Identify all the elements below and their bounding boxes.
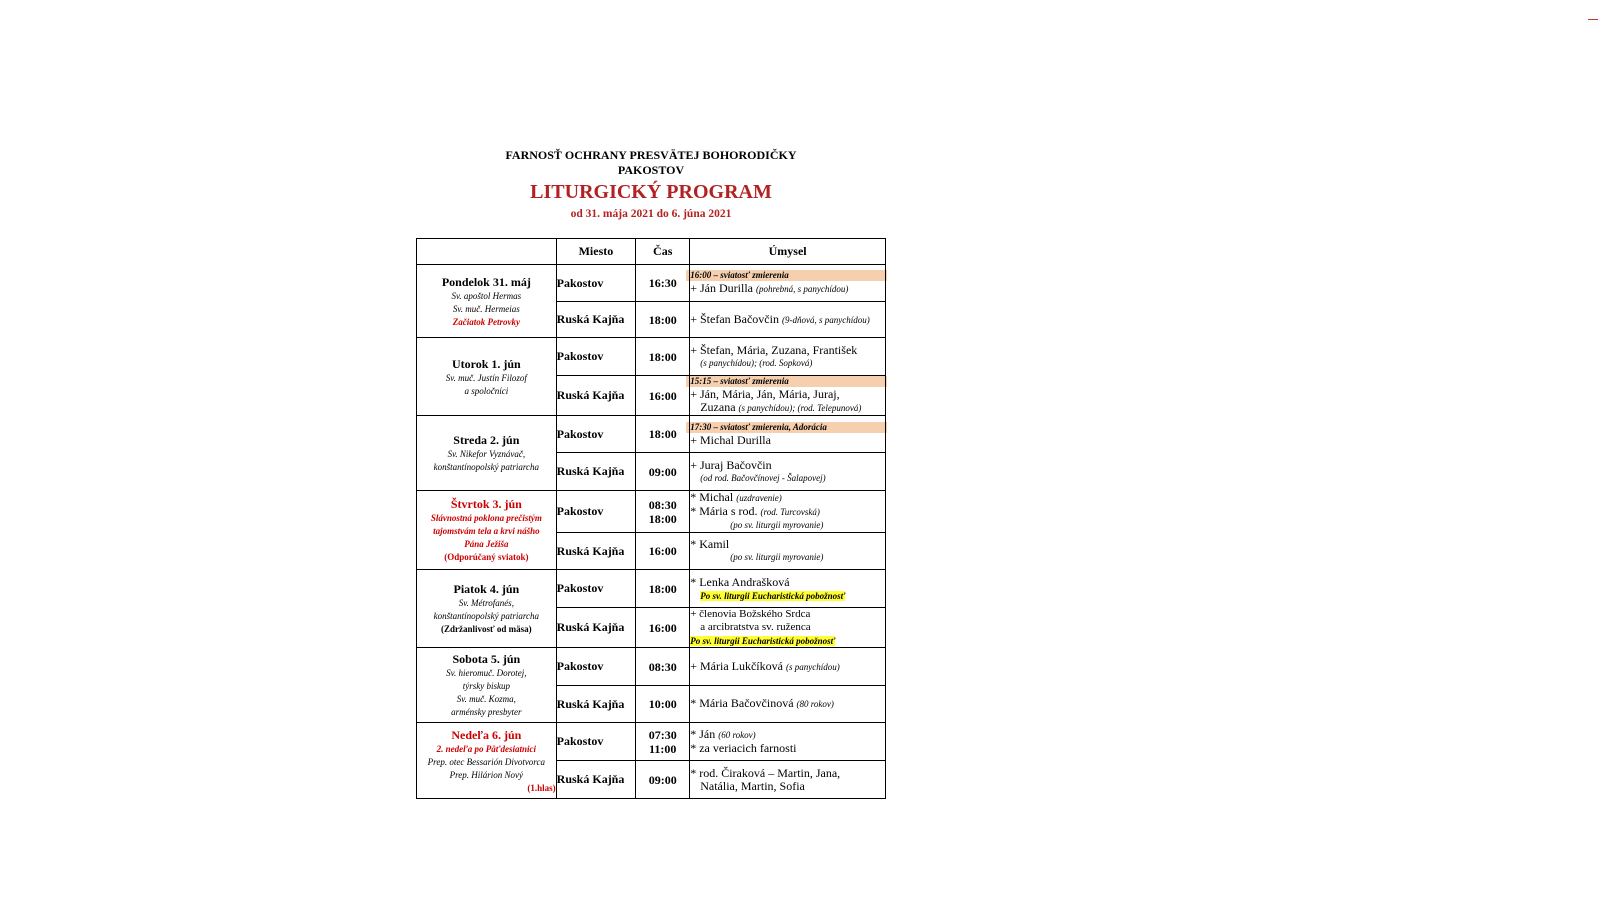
- time-cell: 09:00: [636, 453, 690, 491]
- col-header-intention: Úmysel: [690, 239, 886, 265]
- day-cell: [417, 570, 557, 648]
- devotion-note: Po sv. liturgii Eucharistická pobožnosť: [700, 590, 846, 601]
- day-fasting: (Zdržanlivosť od mäsa): [440, 624, 532, 634]
- time-cell: 18:00: [636, 302, 690, 338]
- day-feast: 2. nedeľa po Päťdesiatnici: [436, 743, 537, 754]
- intention-note: (od rod. Bačovčínovej - Šalapovej): [700, 472, 826, 483]
- intention-text: Zuzana: [700, 400, 736, 414]
- day-feast: Začiatok Petrovky: [452, 316, 520, 327]
- intention-cell: [690, 453, 886, 491]
- day-name: Štvrtok 3. jún: [450, 497, 522, 511]
- intention-text: * Michal: [690, 490, 734, 504]
- intention-note: (9-dňová, s panychídou): [781, 314, 870, 325]
- intention-cell: [690, 686, 886, 723]
- intention-text: + Ján Durilla: [690, 281, 753, 295]
- day-name: Nedeľa 6. jún: [451, 727, 522, 742]
- table-row: [417, 338, 886, 376]
- table-header-row: [417, 239, 886, 265]
- time-cell: 18:00: [636, 416, 690, 453]
- intention-cell: [690, 723, 886, 761]
- intention-note: (uzdravenie): [736, 493, 782, 503]
- col-header-time: Čas: [636, 239, 690, 265]
- intention-text: * Mária Bačovčinová: [690, 696, 794, 710]
- confession-note: 15:15 – sviatosť zmierenia: [686, 376, 887, 387]
- place-cell: Pakostov: [556, 265, 636, 302]
- day-saint: Sv. apoštol Hermas: [451, 290, 522, 301]
- intention-text: + Štefan Bačovčin: [690, 311, 779, 326]
- time-cell: 18:00: [636, 338, 690, 376]
- intention-note: (po sv. liturgii myrovanie): [730, 520, 824, 530]
- intention-text: + Michal Durilla: [690, 432, 771, 447]
- intention-cell: [690, 570, 886, 608]
- day-saint: Sv. muč. Justín Filozof: [445, 372, 527, 383]
- intention-note: (rod. Turcovská): [760, 507, 820, 517]
- day-saint: týrsky biskup: [462, 681, 510, 691]
- place-cell: Ruská Kajňa: [556, 533, 636, 570]
- intention-text: + členovia Božského Srdca: [690, 608, 811, 620]
- day-feast: Slávnostná poklona prečistým: [430, 513, 542, 523]
- time-value: 07:30: [648, 727, 677, 742]
- place-cell: Pakostov: [556, 416, 636, 453]
- table-row: [417, 491, 886, 533]
- intention-text: + Štefan, Mária, Zuzana, František: [690, 342, 858, 357]
- header: [416, 148, 886, 222]
- place-cell: Pakostov: [556, 723, 636, 761]
- place-cell: Ruská Kajňa: [556, 453, 636, 491]
- day-cell: [417, 265, 557, 338]
- place-cell: Ruská Kajňa: [556, 761, 636, 799]
- table-row: [417, 648, 886, 686]
- intention-note: (80 rokov): [796, 699, 834, 709]
- schedule-table: [416, 238, 886, 799]
- place-cell: Ruská Kajňa: [556, 608, 636, 648]
- confession-note: 16:00 – sviatosť zmierenia: [686, 270, 887, 281]
- time-cell: 16:00: [636, 608, 690, 648]
- place-cell: Ruská Kajňa: [556, 376, 636, 416]
- intention-text: * Ján: [690, 727, 716, 741]
- intention-text: * za veriacich farnosti: [690, 741, 797, 755]
- intention-cell: [690, 761, 886, 799]
- document: [416, 148, 886, 793]
- intention-text: Natália, Martin, Sofia: [700, 778, 805, 793]
- place-cell: Ruská Kajňa: [556, 302, 636, 338]
- day-name: Utorok 1. jún: [451, 356, 521, 371]
- page-title: LITURGICKÝ PROGRAM: [530, 181, 772, 203]
- day-saint: Sv. Métrofanés,: [458, 598, 514, 608]
- day-saint: a spoločníci: [464, 385, 509, 396]
- intention-text: + Ján, Mária, Ján, Mária, Juraj,: [690, 387, 840, 401]
- time-value: 11:00: [649, 741, 677, 756]
- corner-mark: [1588, 19, 1598, 20]
- time-cell: 16:00: [636, 533, 690, 570]
- intention-note: (pohrebná, s panychídou): [755, 284, 849, 294]
- intention-cell: [690, 302, 886, 338]
- time-cell: [636, 491, 690, 533]
- time-cell: [636, 723, 690, 761]
- intention-text: * Kamil: [690, 537, 730, 551]
- parish-place: PAKOSTOV: [617, 163, 685, 177]
- intention-text: * Mária s rod.: [690, 504, 758, 518]
- intention-text: + Juraj Bačovčin: [690, 457, 772, 472]
- intention-cell: [690, 376, 886, 416]
- intention-text: * Lenka Andrašková: [690, 574, 790, 589]
- day-saint: Sv. Nikefor Vyznávač,: [447, 449, 526, 459]
- intention-cell: [690, 416, 886, 453]
- day-feast: tajomstvám tela a krvi nášho: [433, 526, 540, 536]
- intention-cell: [690, 533, 886, 570]
- time-cell: 09:00: [636, 761, 690, 799]
- table-row: [417, 265, 886, 302]
- intention-text: * rod. Čiraková – Martin, Jana,: [690, 765, 841, 780]
- header-blank: [417, 239, 557, 265]
- day-saint: Prep. otec Bessarión Divotvorca: [427, 756, 545, 767]
- day-cell: [417, 338, 557, 416]
- day-cell: [417, 416, 557, 491]
- date-range: od 31. mája 2021 do 6. júna 2021: [570, 208, 732, 220]
- time-value: 18:00: [648, 511, 677, 526]
- intention-cell: [690, 648, 886, 686]
- intention-cell: [690, 608, 886, 648]
- day-name: Sobota 5. jún: [452, 652, 521, 666]
- intention-note: (po sv. liturgii myrovanie): [730, 552, 824, 562]
- time-value: 08:30: [648, 497, 677, 512]
- intention-cell: [690, 265, 886, 302]
- day-saint: Sv. hieromuč. Dorotej,: [446, 668, 527, 678]
- day-saint: arménsky presbyter: [451, 707, 522, 717]
- day-cell: [417, 648, 557, 723]
- col-header-place: Miesto: [556, 239, 636, 265]
- day-feast-rank: (Odporúčaný sviatok): [444, 552, 529, 562]
- place-cell: Pakostov: [556, 338, 636, 376]
- table-row: [417, 416, 886, 453]
- table-row: [417, 723, 886, 761]
- day-name: Streda 2. jún: [453, 433, 520, 447]
- day-saint: konštantínopolský patriarcha: [433, 462, 540, 472]
- intention-note: (s panychídou); (rod. Sopková): [700, 357, 813, 368]
- intention-cell: [690, 491, 886, 533]
- place-cell: Pakostov: [556, 491, 636, 533]
- time-cell: 08:30: [636, 648, 690, 686]
- time-cell: 16:00: [636, 376, 690, 416]
- intention-text: a arcibratstva sv. ruženca: [700, 621, 811, 633]
- place-cell: Pakostov: [556, 648, 636, 686]
- time-cell: 18:00: [636, 570, 690, 608]
- place-cell: Pakostov: [556, 570, 636, 608]
- day-name: Pondelok 31. máj: [441, 274, 531, 289]
- day-saint: Prep. Hilárion Nový: [449, 769, 524, 780]
- day-cell: [417, 491, 557, 570]
- intention-note: (s panychídou); (rod. Telepunová): [738, 403, 862, 413]
- day-tone: (1.hlas): [527, 782, 556, 793]
- devotion-note: Po sv. liturgii Eucharistická pobožnosť: [690, 636, 836, 646]
- table-row: [417, 570, 886, 608]
- parish-name: FARNOSŤ OCHRANY PRESVÄTEJ BOHORODIČKY: [505, 148, 797, 162]
- intention-cell: [690, 338, 886, 376]
- day-feast: Pána Ježiša: [464, 539, 509, 549]
- day-saint: Sv. muč. Kozma,: [456, 694, 516, 704]
- day-cell: [417, 723, 557, 799]
- intention-note: (s panychídou): [785, 661, 840, 672]
- time-cell: 10:00: [636, 686, 690, 723]
- day-saint: konštantínopolský patriarcha: [433, 611, 540, 621]
- place-cell: Ruská Kajňa: [556, 686, 636, 723]
- confession-note: 17:30 – sviatosť zmierenia, Adorácia: [686, 422, 887, 433]
- time-cell: 16:30: [636, 265, 690, 302]
- day-saint: Sv. muč. Hermeias: [452, 303, 520, 314]
- intention-note: (60 rokov): [718, 730, 756, 740]
- day-name: Piatok 4. jún: [453, 582, 520, 596]
- intention-text: + Mária Lukčíková: [690, 658, 783, 673]
